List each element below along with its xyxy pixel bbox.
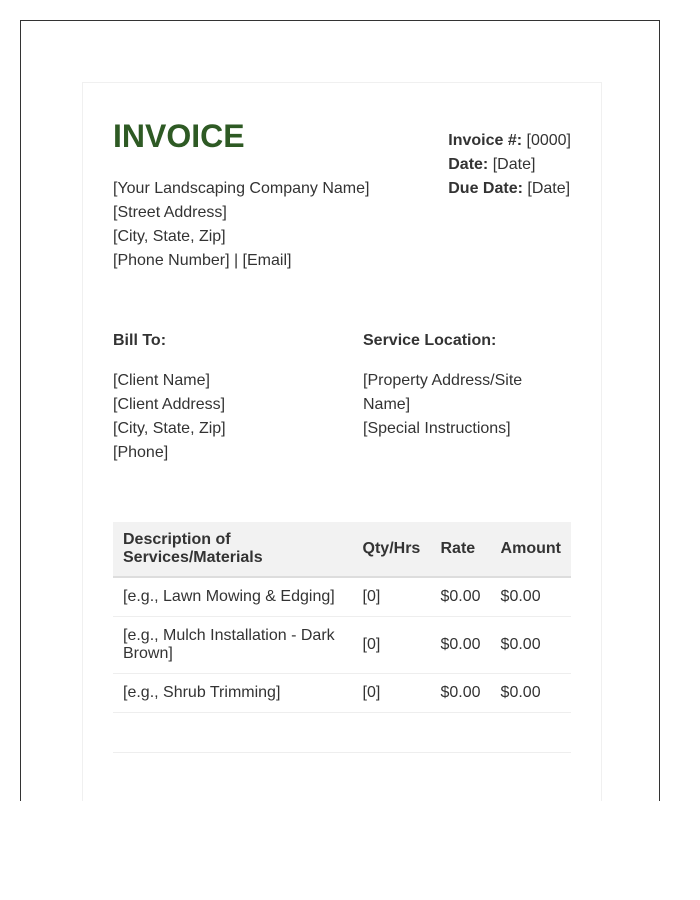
row-amount: $0.00 bbox=[491, 617, 571, 674]
header-rate: Rate bbox=[431, 522, 491, 577]
bill-to-client-name: [Client Name] bbox=[113, 372, 210, 389]
row-rate: $0.00 bbox=[431, 674, 491, 713]
bill-to-city-state-zip: [City, State, Zip] bbox=[113, 420, 226, 437]
invoice-due-date-row bbox=[448, 177, 571, 201]
invoice-sheet bbox=[82, 82, 602, 801]
bill-to-phone: [Phone] bbox=[113, 444, 169, 461]
document-viewport[interactable] bbox=[20, 20, 660, 801]
bill-to-heading: Bill To: bbox=[113, 332, 167, 349]
line-items-table bbox=[113, 522, 571, 713]
invoice-date-label: Date: bbox=[448, 156, 489, 173]
row-description: [e.g., Mulch Installation - Dark Brown] bbox=[113, 617, 353, 674]
row-rate: $0.00 bbox=[431, 617, 491, 674]
row-qty: [0] bbox=[353, 674, 431, 713]
company-street: [Street Address] bbox=[113, 204, 227, 221]
invoice-number-row bbox=[448, 129, 571, 153]
row-description: [e.g., Lawn Mowing & Edging] bbox=[113, 577, 353, 617]
header-qty-hrs: Qty/Hrs bbox=[353, 522, 431, 577]
bill-to-client-address: [Client Address] bbox=[113, 396, 226, 413]
section-divider bbox=[113, 752, 571, 753]
row-amount: $0.00 bbox=[491, 577, 571, 617]
company-name: [Your Landscaping Company Name] bbox=[113, 180, 370, 197]
row-rate: $0.00 bbox=[431, 577, 491, 617]
row-qty: [0] bbox=[353, 617, 431, 674]
company-city-state-zip: [City, State, Zip] bbox=[113, 228, 226, 245]
service-location-details bbox=[363, 369, 563, 441]
row-amount: $0.00 bbox=[491, 674, 571, 713]
company-info bbox=[113, 177, 369, 273]
table-row bbox=[113, 577, 571, 617]
row-description: [e.g., Shrub Trimming] bbox=[113, 674, 353, 713]
header-description: Description of Services/Materials bbox=[113, 522, 353, 577]
invoice-date-value: [Date] bbox=[492, 156, 536, 173]
company-phone-email: [Phone Number] | [Email] bbox=[113, 252, 292, 269]
bill-to-details bbox=[113, 369, 343, 465]
invoice-meta bbox=[448, 129, 571, 201]
table-header-row bbox=[113, 522, 571, 577]
service-special-instructions: [Special Instructions] bbox=[363, 420, 511, 437]
table-row bbox=[113, 674, 571, 713]
row-qty: [0] bbox=[353, 577, 431, 617]
header-amount: Amount bbox=[491, 522, 571, 577]
invoice-date-row bbox=[448, 153, 571, 177]
invoice-due-date-label: Due Date: bbox=[448, 180, 523, 197]
service-property-address: [Property Address/Site Name] bbox=[363, 372, 523, 413]
invoice-number-value: [0000] bbox=[526, 132, 571, 149]
invoice-number-label: Invoice #: bbox=[448, 132, 523, 149]
table-row bbox=[113, 617, 571, 674]
service-location-heading: Service Location: bbox=[363, 332, 497, 349]
invoice-title: INVOICE bbox=[113, 118, 245, 154]
invoice-due-date-value: [Date] bbox=[527, 180, 571, 197]
